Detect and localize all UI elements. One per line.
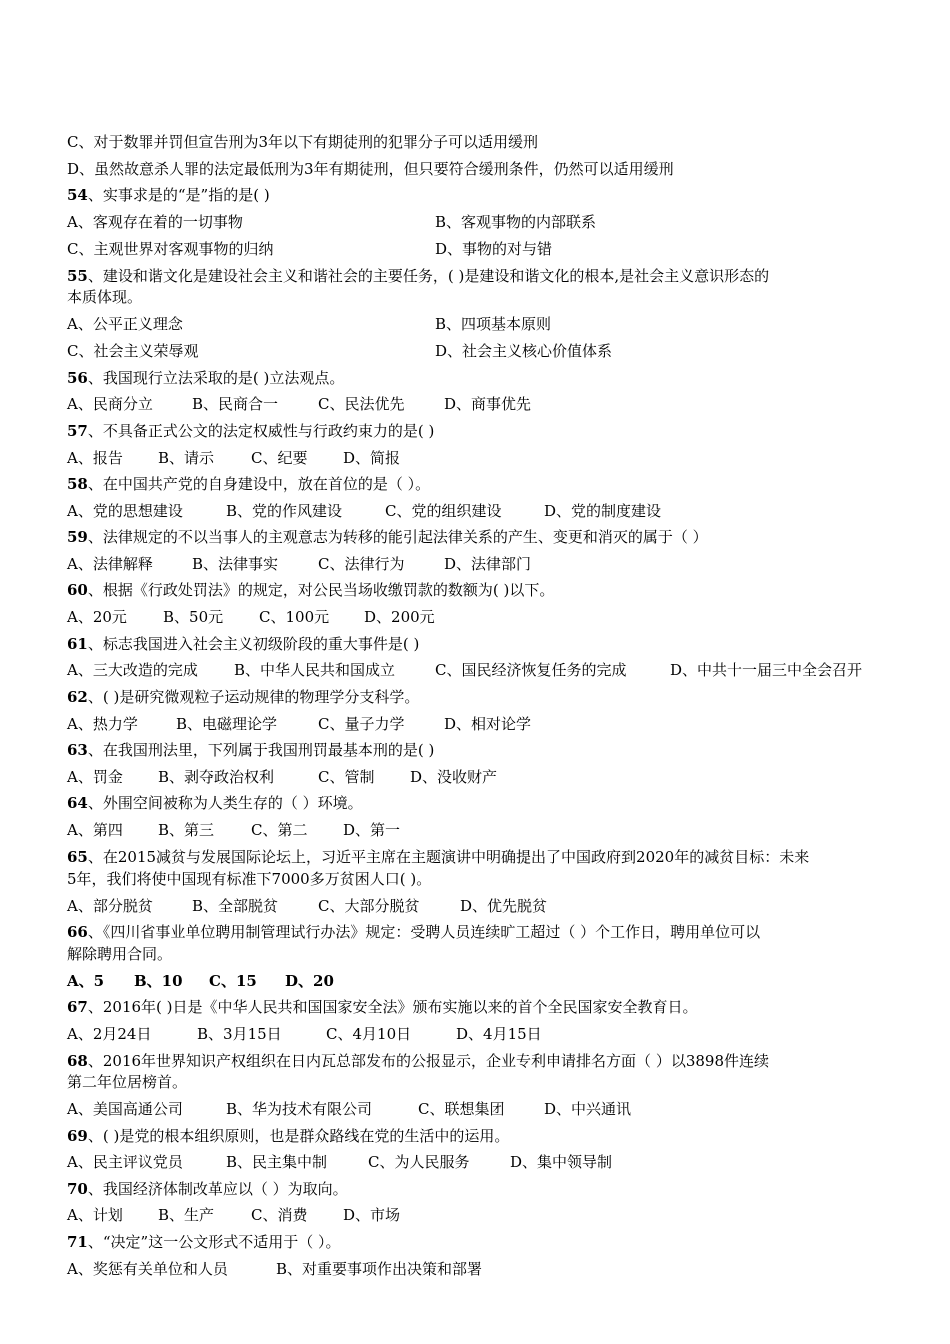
q62-option-b: B、电磁理论学 <box>176 715 278 733</box>
question-number: 59 <box>67 528 88 546</box>
question-number: 60 <box>67 581 88 599</box>
question-text: 、在中国共产党的自身建设中，放在首位的是（ ）。 <box>87 475 431 493</box>
q70-option-d: D、市场 <box>343 1206 401 1224</box>
q61-option-c: C、国民经济恢复任务的完成 <box>435 661 627 679</box>
q59-option-c: C、法律行为 <box>318 555 405 573</box>
q69-option-a: A、民主评议党员 <box>67 1153 183 1171</box>
question-63 <box>67 742 434 759</box>
question-text: 、( )是研究微观粒子运动规律的物理学分支科学。 <box>87 688 420 706</box>
question-text: 、在2015减贫与发展国际论坛上，习近平主席在主题演讲中明确提出了中国政府到2020年的减贫目标：未来 <box>87 848 810 866</box>
q69-option-c: C、为人民服务 <box>368 1153 470 1171</box>
q55-option-c: C、社会主义荣辱观 <box>67 342 199 360</box>
q56-option-b: B、民商合一 <box>192 395 279 413</box>
question-number: 68 <box>67 1052 88 1070</box>
q62-option-d: D、相对论学 <box>444 715 532 733</box>
q57-option-d: D、简报 <box>343 449 401 467</box>
question-text: 、2016年世界知识产权组织在日内瓦总部发布的公报显示，企业专利申请排名方面（ ）以3898件连续 <box>87 1052 769 1070</box>
q68-option-b: B、华为技术有限公司 <box>226 1100 373 1118</box>
q56-option-d: D、商事优先 <box>444 395 532 413</box>
q55-option-d: D、社会主义核心价值体系 <box>435 342 613 360</box>
question-57 <box>67 423 434 440</box>
q65-option-d: D、优先脱贫 <box>460 897 548 915</box>
q63-option-d: D、没收财产 <box>410 768 498 786</box>
q60-option-d: D、200元 <box>364 608 435 626</box>
q54-option-c: C、主观世界对客观事物的归纳 <box>67 240 274 258</box>
question-number: 61 <box>67 635 88 653</box>
q62-option-a: A、热力学 <box>67 715 138 733</box>
q64-option-b: B、第三 <box>158 821 215 839</box>
question-text: 、在我国刑法里，下列属于我国刑罚最基本刑的是( ) <box>87 741 435 759</box>
q69-option-b: B、民主集中制 <box>226 1153 328 1171</box>
question-54 <box>67 187 270 204</box>
question-text: 、《四川省事业单位聘用制管理试行办法》规定：受聘人员连续旷工超过（ ）个工作日，聘用单位可以 <box>87 923 761 941</box>
q67-option-b: B、3月15日 <box>197 1025 282 1043</box>
q65-option-c: C、大部分脱贫 <box>318 897 420 915</box>
question-64 <box>67 795 363 812</box>
q57-option-a: A、报告 <box>67 449 123 467</box>
q59-option-b: B、法律事实 <box>192 555 279 573</box>
q71-option-a: A、奖惩有关单位和人员 <box>67 1260 228 1278</box>
question-59 <box>67 529 708 546</box>
question-number: 71 <box>67 1233 88 1251</box>
q68-option-c: C、联想集团 <box>418 1100 505 1118</box>
question-60 <box>67 582 554 599</box>
question-55-cont: 本质体现。 <box>67 288 143 306</box>
question-text: 、标志我国进入社会主义初级阶段的重大事件是( ) <box>87 635 420 653</box>
question-text: 、( )是党的根本组织原则，也是群众路线在党的生活中的运用。 <box>87 1127 510 1145</box>
q68-option-a: A、美国高通公司 <box>67 1100 183 1118</box>
q63-option-b: B、剥夺政治权利 <box>158 768 275 786</box>
question-56 <box>67 370 344 387</box>
q66-option-d: D、20 <box>285 972 334 990</box>
question-71 <box>67 1234 340 1251</box>
question-text: 、法律规定的不以当事人的主观意志为转移的能引起法律关系的产生、变更和消灭的属于（ ） <box>87 528 708 546</box>
q67-option-a: A、2月24日 <box>67 1025 152 1043</box>
question-text: 、外围空间被称为人类生存的（ ）环境。 <box>87 794 363 812</box>
question-68-cont: 第二年位居榜首。 <box>67 1073 188 1091</box>
question-text: 、“决定”这一公文形式不适用于（ ）。 <box>87 1233 341 1251</box>
question-number: 57 <box>67 422 88 440</box>
question-67 <box>67 999 698 1016</box>
q55-option-b: B、四项基本原则 <box>435 315 552 333</box>
q68-option-d: D、中兴通讯 <box>544 1100 632 1118</box>
q66-option-c: C、15 <box>209 972 257 990</box>
question-text: 、实事求是的“是”指的是( ) <box>87 186 270 204</box>
q66-option-b: B、10 <box>134 972 183 990</box>
q67-option-d: D、4月15日 <box>456 1025 542 1043</box>
q56-option-c: C、民法优先 <box>318 395 405 413</box>
q70-option-b: B、生产 <box>158 1206 215 1224</box>
q60-option-a: A、20元 <box>67 608 127 626</box>
question-69 <box>67 1128 509 1145</box>
question-number: 64 <box>67 794 88 812</box>
q55-option-a: A、公平正义理念 <box>67 315 183 333</box>
question-text: 、根据《行政处罚法》的规定，对公民当场收缴罚款的数额为( )以下。 <box>87 581 555 599</box>
question-number: 67 <box>67 998 88 1016</box>
q63-option-c: C、管制 <box>318 768 375 786</box>
question-text: 、2016年( )日是《中华人民共和国国家安全法》颁布实施以来的首个全民国家安全教育日。 <box>87 998 698 1016</box>
question-65 <box>67 849 809 866</box>
question-number: 58 <box>67 475 88 493</box>
question-number: 55 <box>67 267 88 285</box>
question-58 <box>67 476 430 493</box>
q60-option-b: B、50元 <box>163 608 224 626</box>
q71-option-b: B、对重要事项作出决策和部署 <box>276 1260 483 1278</box>
q58-option-b: B、党的作风建设 <box>226 502 343 520</box>
q54-option-a: A、客观存在着的一切事物 <box>67 213 243 231</box>
question-68 <box>67 1053 769 1070</box>
question-number: 62 <box>67 688 88 706</box>
question-65-cont: 5年，我们将使中国现有标准下7000多万贫困人口( )。 <box>67 870 432 888</box>
q58-option-d: D、党的制度建设 <box>544 502 662 520</box>
q67-option-c: C、4月10日 <box>326 1025 412 1043</box>
question-number: 66 <box>67 923 88 941</box>
q65-option-a: A、部分脱贫 <box>67 897 153 915</box>
q54-option-d: D、事物的对与错 <box>435 240 553 258</box>
q64-option-c: C、第二 <box>251 821 308 839</box>
q61-option-d: D、中共十一届三中全会召开 <box>670 661 863 679</box>
q60-option-c: C、100元 <box>259 608 330 626</box>
q70-option-c: C、消费 <box>251 1206 308 1224</box>
q66-option-a: A、5 <box>67 972 105 990</box>
question-55 <box>67 268 769 285</box>
q59-option-d: D、法律部门 <box>444 555 532 573</box>
question-number: 63 <box>67 741 88 759</box>
q56-option-a: A、民商分立 <box>67 395 153 413</box>
question-number: 69 <box>67 1127 88 1145</box>
q69-option-d: D、集中领导制 <box>510 1153 613 1171</box>
question-text: 、我国经济体制改革应以（ ）为取向。 <box>87 1180 348 1198</box>
q53-option-c: C、对于数罪并罚但宣告刑为3年以下有期徒刑的犯罪分子可以适用缓刑 <box>67 133 539 151</box>
q70-option-a: A、计划 <box>67 1206 123 1224</box>
question-66-cont: 解除聘用合同。 <box>67 945 173 963</box>
q54-option-b: B、客观事物的内部联系 <box>435 213 597 231</box>
q61-option-b: B、中华人民共和国成立 <box>234 661 396 679</box>
question-66 <box>67 924 760 941</box>
question-number: 56 <box>67 369 88 387</box>
q61-option-a: A、三大改造的完成 <box>67 661 198 679</box>
q53-option-d: D、虽然故意杀人罪的法定最低刑为3年有期徒刑，但只要符合缓刑条件，仍然可以适用缓刑 <box>67 160 674 178</box>
q58-option-a: A、党的思想建设 <box>67 502 183 520</box>
question-number: 65 <box>67 848 88 866</box>
question-62 <box>67 689 419 706</box>
question-70 <box>67 1181 348 1198</box>
q65-option-b: B、全部脱贫 <box>192 897 279 915</box>
q57-option-b: B、请示 <box>158 449 215 467</box>
q59-option-a: A、法律解释 <box>67 555 153 573</box>
q62-option-c: C、量子力学 <box>318 715 405 733</box>
question-number: 70 <box>67 1180 88 1198</box>
question-number: 54 <box>67 186 88 204</box>
q63-option-a: A、罚金 <box>67 768 123 786</box>
q64-option-a: A、第四 <box>67 821 123 839</box>
question-61 <box>67 636 419 653</box>
q64-option-d: D、第一 <box>343 821 401 839</box>
question-text: 、我国现行立法采取的是( )立法观点。 <box>87 369 345 387</box>
question-text: 、建设和谐文化是建设社会主义和谐社会的主要任务，( )是建设和谐文化的根本,是社会主义意识形态的 <box>87 267 770 285</box>
q58-option-c: C、党的组织建设 <box>385 502 502 520</box>
question-text: 、不具备正式公文的法定权威性与行政约束力的是( ) <box>87 422 435 440</box>
q57-option-c: C、纪要 <box>251 449 308 467</box>
